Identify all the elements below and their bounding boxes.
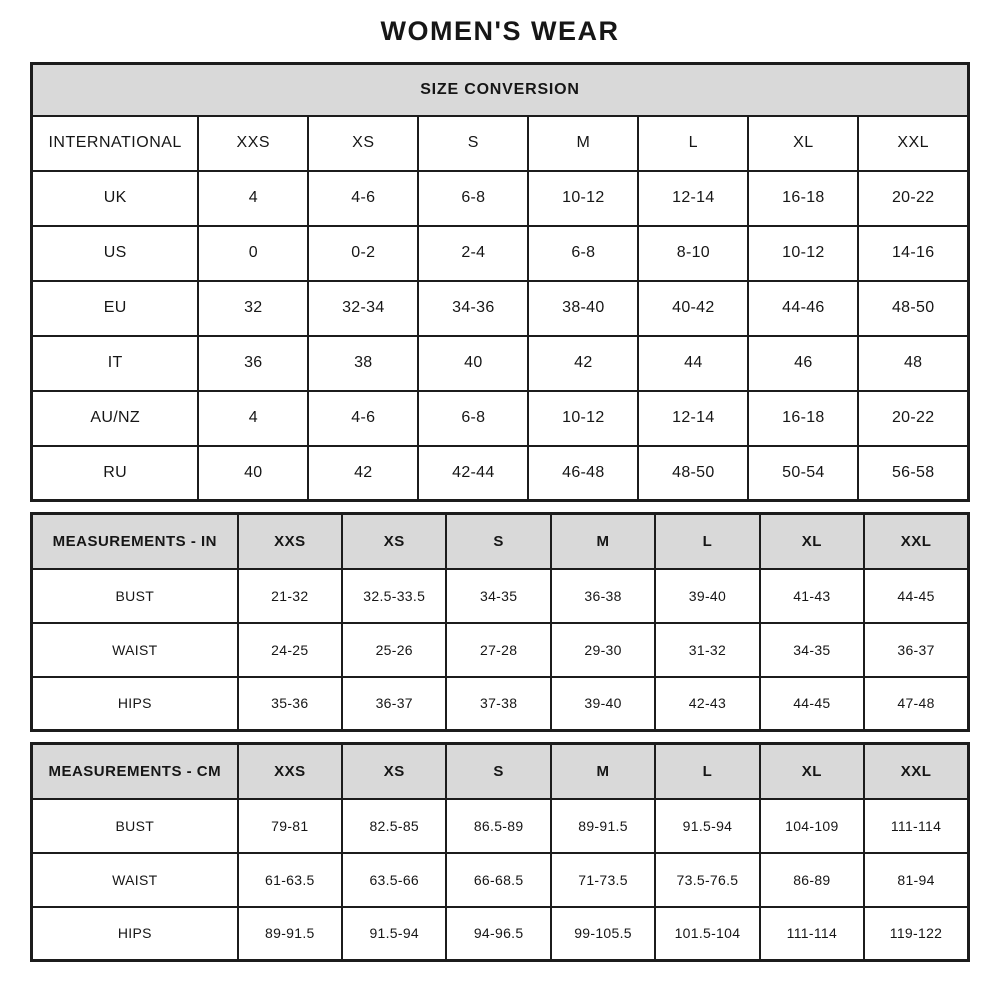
measurements-cm-table (30, 742, 970, 962)
size-value-cell: 46-48 (528, 446, 638, 501)
page-title: WOMEN'S WEAR (380, 16, 620, 46)
size-value-cell: 81-94 (864, 853, 968, 907)
size-column-header: M (551, 514, 655, 569)
table-row (32, 799, 969, 853)
size-value-cell: 6-8 (418, 171, 528, 226)
size-column-header: L (638, 116, 748, 171)
size-value-cell: 32-34 (308, 281, 418, 336)
size-value-cell: 111-114 (864, 799, 968, 853)
size-value-cell: 35-36 (238, 677, 342, 731)
size-value-cell: 34-35 (446, 569, 550, 623)
table-row (32, 171, 969, 226)
size-conversion-table (30, 62, 970, 502)
table-row (32, 281, 969, 336)
size-value-cell: 44-45 (760, 677, 864, 731)
size-value-cell: 20-22 (858, 171, 968, 226)
size-value-cell: 20-22 (858, 391, 968, 446)
measurements-cm-header-row (32, 744, 969, 799)
size-column-header: INTERNATIONAL (32, 116, 199, 171)
size-value-cell: 48-50 (858, 281, 968, 336)
size-value-cell: 4-6 (308, 391, 418, 446)
size-value-cell: 4 (198, 171, 308, 226)
size-value-cell: 34-36 (418, 281, 528, 336)
size-value-cell: 119-122 (864, 907, 968, 961)
size-value-cell: 41-43 (760, 569, 864, 623)
size-column-header: S (418, 116, 528, 171)
row-label: UK (32, 171, 199, 226)
row-label: IT (32, 336, 199, 391)
table-row (32, 853, 969, 907)
size-value-cell: 39-40 (551, 677, 655, 731)
size-column-header: XXL (858, 116, 968, 171)
size-value-cell: 63.5-66 (342, 853, 446, 907)
row-label: RU (32, 446, 199, 501)
size-value-cell: 44 (638, 336, 748, 391)
size-value-cell: 0-2 (308, 226, 418, 281)
row-label: HIPS (32, 677, 238, 731)
size-value-cell: 79-81 (238, 799, 342, 853)
size-value-cell: 31-32 (655, 623, 759, 677)
row-label: HIPS (32, 907, 238, 961)
size-value-cell: 56-58 (858, 446, 968, 501)
table-row (32, 907, 969, 961)
table-row (32, 391, 969, 446)
row-label: BUST (32, 799, 238, 853)
size-value-cell: 36-37 (342, 677, 446, 731)
size-value-cell: 4-6 (308, 171, 418, 226)
size-value-cell: 12-14 (638, 391, 748, 446)
size-value-cell: 32 (198, 281, 308, 336)
size-column-header: XL (748, 116, 858, 171)
size-value-cell: 27-28 (446, 623, 550, 677)
table-row (32, 677, 969, 731)
size-value-cell: 82.5-85 (342, 799, 446, 853)
size-value-cell: 6-8 (418, 391, 528, 446)
size-column-header: XXS (198, 116, 308, 171)
table-row (32, 336, 969, 391)
size-conversion-banner-row (32, 64, 969, 116)
size-value-cell: 42 (528, 336, 638, 391)
size-value-cell: 101.5-104 (655, 907, 759, 961)
size-value-cell: 61-63.5 (238, 853, 342, 907)
size-value-cell: 66-68.5 (446, 853, 550, 907)
measurements-in-header-row (32, 514, 969, 569)
size-value-cell: 91.5-94 (342, 907, 446, 961)
measurements-in-header-label: MEASUREMENTS - IN (32, 514, 238, 569)
size-conversion-banner: SIZE CONVERSION (32, 64, 969, 116)
size-value-cell: 94-96.5 (446, 907, 550, 961)
size-value-cell: 42-43 (655, 677, 759, 731)
size-value-cell: 2-4 (418, 226, 528, 281)
size-value-cell: 89-91.5 (551, 799, 655, 853)
table-row (32, 446, 969, 501)
size-column-header: XS (342, 514, 446, 569)
size-value-cell: 40-42 (638, 281, 748, 336)
size-value-cell: 34-35 (760, 623, 864, 677)
size-column-header: S (446, 744, 550, 799)
row-label: WAIST (32, 623, 238, 677)
size-value-cell: 29-30 (551, 623, 655, 677)
size-value-cell: 44-46 (748, 281, 858, 336)
size-value-cell: 36 (198, 336, 308, 391)
table-row (32, 623, 969, 677)
table-row (32, 226, 969, 281)
size-value-cell: 0 (198, 226, 308, 281)
size-value-cell: 99-105.5 (551, 907, 655, 961)
size-value-cell: 24-25 (238, 623, 342, 677)
size-value-cell: 50-54 (748, 446, 858, 501)
size-value-cell: 32.5-33.5 (342, 569, 446, 623)
size-column-header: XS (342, 744, 446, 799)
size-value-cell: 4 (198, 391, 308, 446)
size-value-cell: 73.5-76.5 (655, 853, 759, 907)
size-value-cell: 16-18 (748, 391, 858, 446)
size-value-cell: 86.5-89 (446, 799, 550, 853)
size-value-cell: 48-50 (638, 446, 748, 501)
size-value-cell: 86-89 (760, 853, 864, 907)
size-value-cell: 48 (858, 336, 968, 391)
measurements-cm-header-label: MEASUREMENTS - CM (32, 744, 238, 799)
size-conversion-columns-row (32, 116, 969, 171)
row-label: AU/NZ (32, 391, 199, 446)
table-row (32, 569, 969, 623)
row-label: EU (32, 281, 199, 336)
size-column-header: M (551, 744, 655, 799)
size-value-cell: 10-12 (528, 171, 638, 226)
measurements-in-table (30, 512, 970, 732)
size-value-cell: 111-114 (760, 907, 864, 961)
size-value-cell: 71-73.5 (551, 853, 655, 907)
size-column-header: S (446, 514, 550, 569)
size-column-header: XXL (864, 744, 968, 799)
size-value-cell: 6-8 (528, 226, 638, 281)
size-column-header: XXL (864, 514, 968, 569)
size-column-header: L (655, 514, 759, 569)
size-value-cell: 14-16 (858, 226, 968, 281)
size-value-cell: 89-91.5 (238, 907, 342, 961)
size-value-cell: 36-37 (864, 623, 968, 677)
size-column-header: XXS (238, 744, 342, 799)
row-label: BUST (32, 569, 238, 623)
row-label: WAIST (32, 853, 238, 907)
size-value-cell: 8-10 (638, 226, 748, 281)
size-value-cell: 104-109 (760, 799, 864, 853)
size-value-cell: 16-18 (748, 171, 858, 226)
size-column-header: XXS (238, 514, 342, 569)
size-value-cell: 39-40 (655, 569, 759, 623)
size-value-cell: 47-48 (864, 677, 968, 731)
size-value-cell: 38-40 (528, 281, 638, 336)
size-column-header: XL (760, 514, 864, 569)
size-value-cell: 91.5-94 (655, 799, 759, 853)
size-value-cell: 42-44 (418, 446, 528, 501)
size-value-cell: 10-12 (528, 391, 638, 446)
size-value-cell: 38 (308, 336, 418, 391)
size-value-cell: 25-26 (342, 623, 446, 677)
size-column-header: M (528, 116, 638, 171)
size-value-cell: 21-32 (238, 569, 342, 623)
size-value-cell: 42 (308, 446, 418, 501)
size-value-cell: 37-38 (446, 677, 550, 731)
size-value-cell: 40 (418, 336, 528, 391)
size-column-header: XS (308, 116, 418, 171)
size-value-cell: 44-45 (864, 569, 968, 623)
size-value-cell: 10-12 (748, 226, 858, 281)
size-column-header: XL (760, 744, 864, 799)
size-column-header: L (655, 744, 759, 799)
size-value-cell: 40 (198, 446, 308, 501)
size-value-cell: 36-38 (551, 569, 655, 623)
size-value-cell: 46 (748, 336, 858, 391)
size-value-cell: 12-14 (638, 171, 748, 226)
row-label: US (32, 226, 199, 281)
